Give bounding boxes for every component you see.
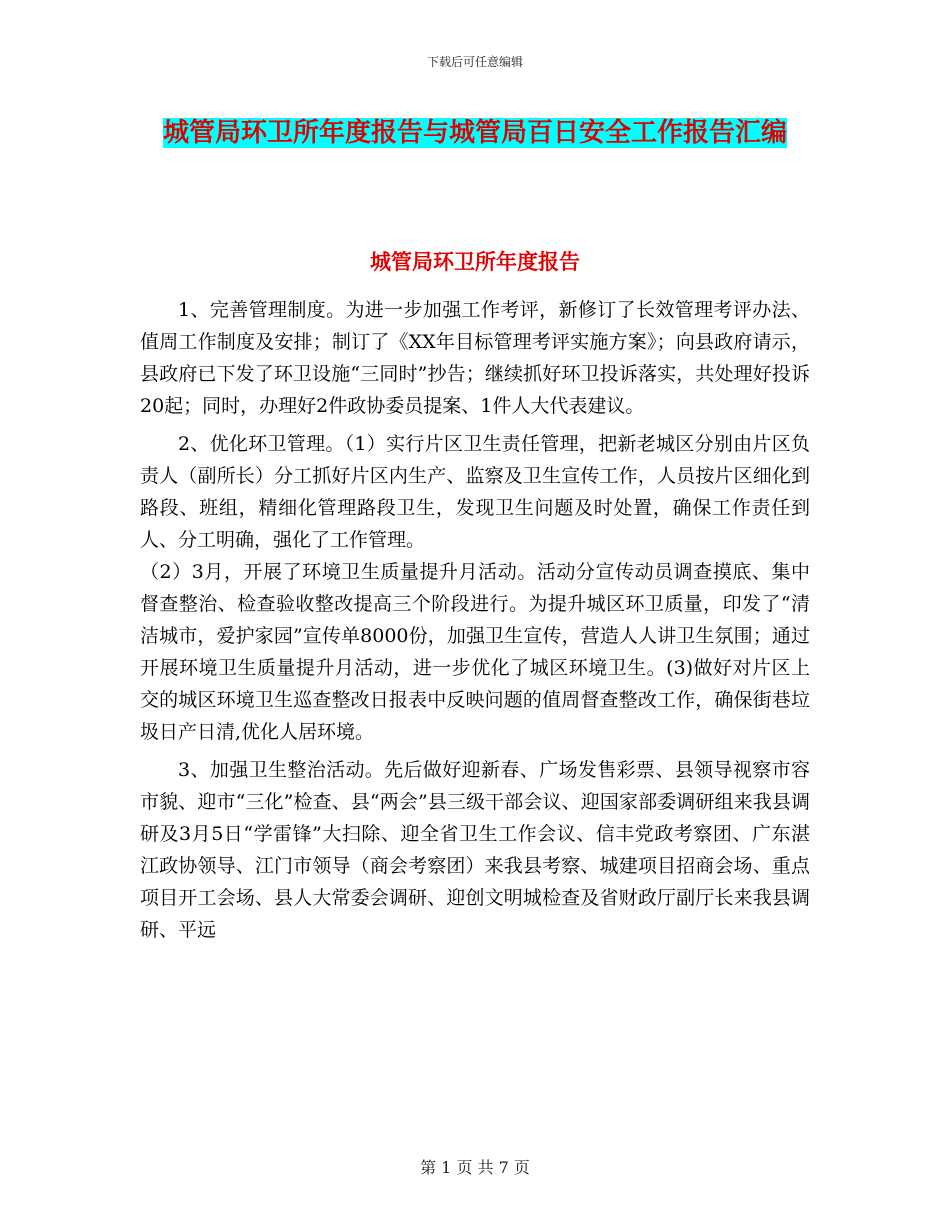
page-footer: 第 1 页 共 7 页: [420, 1158, 530, 1177]
document-title: [140, 110, 810, 157]
paragraph-sanitation-management: 2、优化环卫管理。（1）实行片区卫生责任管理，把新老城区分别由片区负责人（副所长）分工抓好片区内生产、监察及卫生宣传工作，人员按片区细化到路段、班组，精细化管理路段卫生，发现卫生问题及时处置，确保工作责任到人、分工明确，强化了工作管理。: [140, 433, 810, 551]
paragraph-cleanup-activities: 3、加强卫生整治活动。先后做好迎新春、广场发售彩票、县领导视察市容市貌、迎市“三化”检查、县“两会”县三级干部会议、迎国家部委调研组来我县调研及3月5日“学雷锋”大扫除、迎全省卫生工作会议、信丰党政考察团、广东湛江政协领导、江门市领导（商会考察团）来我县考察、城建项目招商会场、重点项目开工会场、县人大常委会调研、迎创文明城检查及省财政厅副厅长来我县调研、平远: [140, 759, 810, 941]
section-title: 城管局环卫所年度报告: [370, 249, 580, 274]
document-body: [140, 294, 810, 952]
paragraph-quality-campaign: （2）3月，开展了环境卫生质量提升月活动。活动分宣传动员调查摸底、集中督查整治、检查验收整改提高三个阶段进行。为提升城区环卫质量，印发了“清洁城市，爱护家园”宣传单8000份，加强卫生宣传，营造人人讲卫生氛围；通过开展环境卫生质量提升月活动，进一步优化了城区环境卫生。(3)做好对片区上交的城区环境卫生巡查整改日报表中反映问题的值周督查整改工作，确保街巷垃圾日产日清,优化人居环境。: [140, 561, 810, 743]
header-note: 下载后可任意编辑: [426, 55, 523, 69]
document-title-text: 城管局环卫所年度报告与城管局百日安全工作报告汇编: [162, 118, 787, 148]
paragraph-management-system: 1、完善管理制度。为进一步加强工作考评，新修订了长效管理考评办法、值周工作制度及安排；制订了《XX年目标管理考评实施方案》；向县政府请示，县政府已下发了环卫设施“三同时”抄告；继续抓好环卫投诉落实，共处理好投诉20起；同时，办理好2件政协委员提案、1件人大代表建议。: [140, 299, 810, 417]
